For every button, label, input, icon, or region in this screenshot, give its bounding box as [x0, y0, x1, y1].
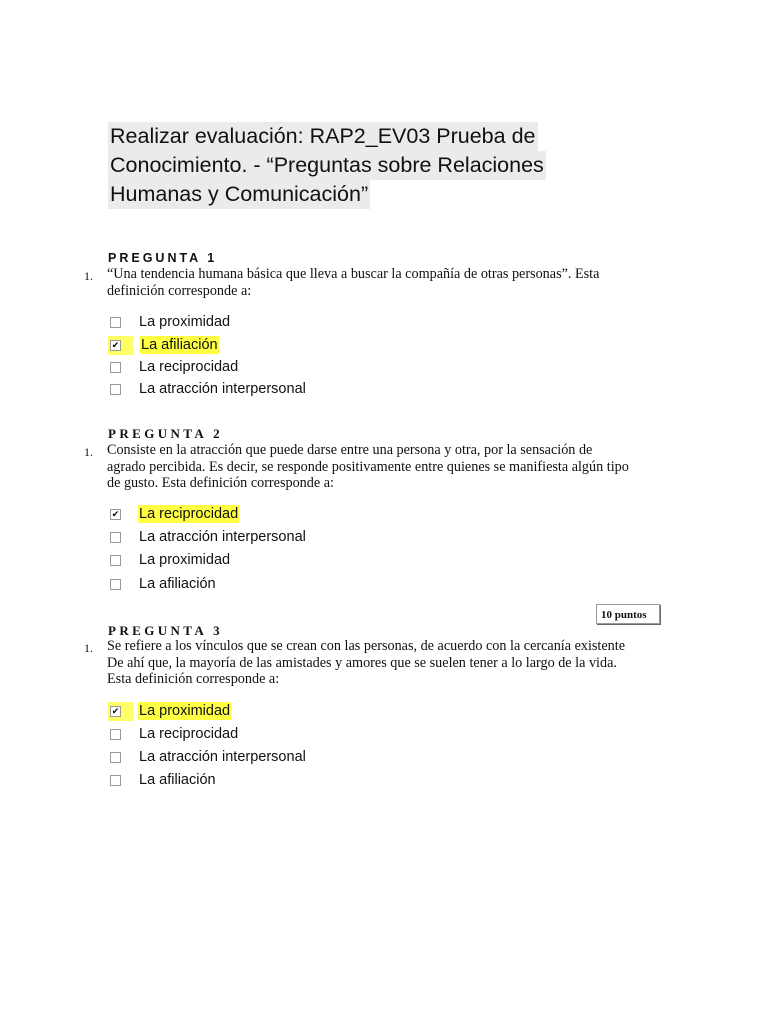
- question-header: PREGUNTA 3: [108, 623, 224, 638]
- option-proximidad[interactable]: [108, 549, 408, 572]
- checkbox[interactable]: [110, 362, 121, 373]
- checkbox[interactable]: [110, 752, 121, 763]
- checkbox[interactable]: [110, 555, 121, 566]
- question-text-line: Esta definición corresponde a:: [107, 671, 280, 687]
- option-label: La proximidad: [139, 703, 231, 719]
- title-line: Conocimiento. - “Preguntas sobre Relaciones: [108, 151, 546, 180]
- question-text-line: Consiste en la atracción que puede darse entre una persona y otra, por la sensación de: [107, 442, 593, 458]
- checkbox[interactable]: [110, 532, 121, 543]
- checkbox-checked[interactable]: ✔: [111, 340, 120, 350]
- option-label: La afiliación: [139, 772, 216, 788]
- question-header: PREGUNTA 2: [108, 426, 224, 441]
- question-text: [107, 638, 667, 688]
- checkbox[interactable]: [110, 384, 121, 395]
- option-label: La proximidad: [139, 552, 231, 568]
- option-label: La proximidad: [139, 314, 231, 330]
- option-atraccion-interpersonal[interactable]: [108, 526, 408, 549]
- option-reciprocidad[interactable]: [108, 356, 408, 379]
- checkbox[interactable]: [110, 579, 121, 590]
- option-proximidad[interactable]: [108, 700, 408, 723]
- page-title: [108, 122, 608, 209]
- option-label: La reciprocidad: [139, 506, 239, 522]
- question-text-line: agrado percibida. Es decir, se responde positivamente entre quienes se manifiesta algún tipo: [107, 458, 629, 475]
- title-line: Humanas y Comunicación”: [108, 180, 370, 209]
- checkbox[interactable]: [110, 317, 121, 328]
- checkbox-checked[interactable]: ✔: [111, 706, 120, 716]
- question-text: [107, 442, 667, 492]
- option-label: La reciprocidad: [139, 359, 239, 375]
- question-text-line: definición corresponde a:: [107, 282, 252, 299]
- points-badge: 10 puntos: [596, 604, 660, 624]
- option-label: La afiliación: [139, 576, 216, 592]
- question-number: 1.: [84, 445, 93, 459]
- option-label: La atracción interpersonal: [139, 749, 306, 765]
- question-number: 1.: [84, 269, 93, 283]
- option-atraccion-interpersonal[interactable]: [108, 378, 408, 401]
- option-label: La afiliación: [141, 337, 218, 353]
- option-atraccion-interpersonal[interactable]: [108, 746, 408, 769]
- question-text: [107, 266, 667, 299]
- option-afiliacion[interactable]: [108, 334, 408, 357]
- question-text-line: De ahí que, la mayoría de las amistades y amores que se suelen tener a lo largo de la vida.: [107, 654, 617, 671]
- option-label: La atracción interpersonal: [139, 381, 306, 397]
- option-proximidad[interactable]: [108, 311, 408, 334]
- option-reciprocidad[interactable]: [108, 723, 408, 746]
- checkbox[interactable]: [110, 729, 121, 740]
- question-header: PREGUNTA 1: [108, 251, 218, 265]
- question-number: 1.: [84, 641, 93, 655]
- question-text-line: “Una tendencia humana básica que lleva a buscar la compañía de otras personas”. Esta: [107, 266, 600, 282]
- checkbox[interactable]: [110, 775, 121, 786]
- option-label: La atracción interpersonal: [139, 529, 306, 545]
- checkbox-checked[interactable]: ✔: [111, 509, 120, 519]
- option-afiliacion[interactable]: [108, 573, 408, 596]
- option-afiliacion[interactable]: [108, 769, 408, 792]
- question-text-line: de gusto. Esta definición corresponde a:: [107, 475, 334, 491]
- question-text-line: Se refiere a los vínculos que se crean con las personas, de acuerdo con la cercanía existente: [107, 638, 626, 654]
- title-line: Realizar evaluación: RAP2_EV03 Prueba de: [108, 122, 538, 151]
- option-reciprocidad[interactable]: [108, 503, 408, 526]
- option-label: La reciprocidad: [139, 726, 239, 742]
